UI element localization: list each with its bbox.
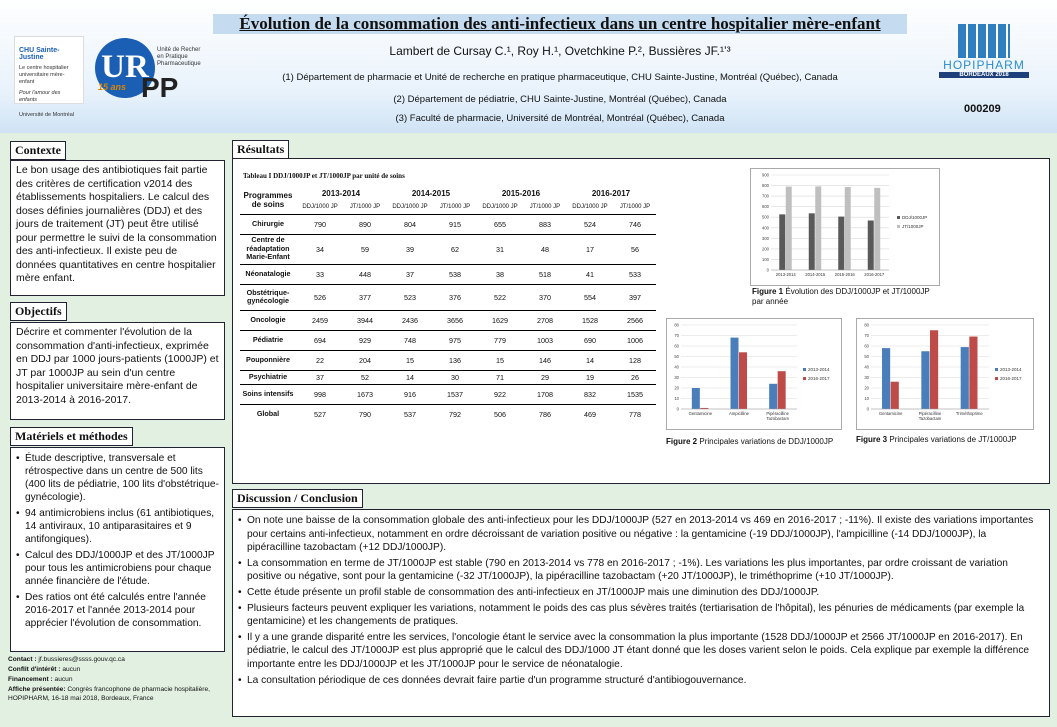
table-row xyxy=(240,234,656,264)
table-cell: 554 xyxy=(566,284,614,310)
y-tick-label: 10 xyxy=(864,396,869,401)
table-cell: 832 xyxy=(566,384,614,404)
table-cell: 1003 xyxy=(524,330,566,350)
y-tick-label: 70 xyxy=(674,333,679,338)
table-cell: 2459 xyxy=(296,310,344,330)
methodes-item: • 94 antimicrobiens inclus (61 antibiotiques, 14 antiviraux, 10 antiparasitaires et 9 antifongiques). xyxy=(15,507,220,546)
table-cell: 26 xyxy=(614,370,656,384)
contexte-text: Le bon usage des antibiotiques fait partie des critères de certification v2014 des établissements hospitaliers. Le calcul des doses définies journalières (DDJ) et des jours de traitement (JT) peut être utilisé pour permettre le suivi de la consommation des anti-infectieux. Il existe peu de données quantitatives en centre hospitalier mère enfant. xyxy=(16,164,217,284)
y-tick-label: 900 xyxy=(762,172,769,178)
bar xyxy=(882,348,890,409)
chu-logo: CHU Sainte-Justine Le centre hospitalier universitaire mère-enfant Pour l'amour des enfants Université de Montréal xyxy=(14,36,84,104)
x-tick-label: 2014-2015 xyxy=(805,272,826,277)
bar xyxy=(739,352,747,409)
row-label: Obstétrique-gynécologie xyxy=(240,284,296,310)
contexte-box xyxy=(10,160,225,296)
table-cell: 518 xyxy=(524,264,566,284)
methodes-label: Matériels et méthodes xyxy=(10,427,133,446)
discussion-item: • On note une baisse de la consommation globale des anti-infectieux pour les DDJ/1000JP (527 en 2013-2014 vs 469 en 2016-2017 ; -11%). Il existe des variations importantes pour certains anti-infectieux, notamment en ordre décroissant de variation positive ou négative : la gentamicine (-19 DDJ/1000JP), l'ampicilline (-14 DDJ/1000JP), la pipéracilline tazobactam (+12 DDJ/1000JP). xyxy=(237,514,1045,555)
discussion-item: • La consommation en terme de JT/1000JP est stable (790 en 2013-2014 vs 778 en 2016-2017 ; -1%). Les variations les plus importantes, par ordre croissant de variation positive ou négative, sont pour la gentamicine (-32 JT/1000JP), la pipéracilline tazobactam (+20 JT/1000JP), le triméthoprime (+10 JT/1000JP). xyxy=(237,557,1045,584)
table-cell: 48 xyxy=(524,234,566,264)
table-row xyxy=(240,264,656,284)
table-cell: 2436 xyxy=(386,310,434,330)
table-cell: 62 xyxy=(434,234,476,264)
bar xyxy=(845,187,851,270)
figure-2-frame xyxy=(666,318,842,430)
table-cell: 1535 xyxy=(614,384,656,404)
legend-swatch xyxy=(995,368,998,371)
x-tick-label: Triméthoprime xyxy=(955,411,983,416)
table-cell: 52 xyxy=(344,370,386,384)
discussion-item: • La consultation périodique de ces données devrait faire partie d'un programme structuré d'antibiogouvernance. xyxy=(237,674,1045,688)
bar xyxy=(891,382,899,409)
y-tick-label: 500 xyxy=(762,214,769,220)
affiliation-2: (2) Département de pédiatrie, CHU Sainte-Justine, Montréal (Québec), Canada xyxy=(393,94,727,105)
table-cell: 136 xyxy=(434,350,476,370)
legend-label: 2013-2014 xyxy=(808,367,830,372)
y-tick-label: 10 xyxy=(674,396,679,401)
table-cell: 17 xyxy=(566,234,614,264)
bar xyxy=(874,188,880,270)
y-tick-label: 100 xyxy=(762,256,769,262)
discussion-item: • Plusieurs facteurs peuvent expliquer les variations, notamment le poids des cas plus sévères traités (tertiarisation de l'hôpital), les pénuries de médicaments (par exemple la gentamicine) et les changements de pratiques. xyxy=(237,602,1045,629)
row-label: Centre de réadaptation Marie-Enfant xyxy=(240,234,296,264)
x-tick-label: Gentamicine xyxy=(688,411,713,416)
methodes-item: • Des ratios ont été calculés entre l'année 2016-2017 et l'année 2013-2014 pour apprécier l'évolution de consommation. xyxy=(15,591,220,630)
y-tick-label: 600 xyxy=(762,204,769,210)
table-cell: 376 xyxy=(434,284,476,310)
bar xyxy=(838,217,844,270)
table-cell: 537 xyxy=(386,404,434,424)
table-cell: 786 xyxy=(524,404,566,424)
table-cell: 3656 xyxy=(434,310,476,330)
table-cell: 146 xyxy=(524,350,566,370)
table-cell: 38 xyxy=(476,264,524,284)
objectifs-box xyxy=(10,322,225,420)
urpp-logo: UR PP 15 ans Unité de Recher en Pratique Pharmaceutique xyxy=(95,38,225,108)
y-tick-label: 60 xyxy=(864,343,869,349)
table-cell: 748 xyxy=(386,330,434,350)
table-cell: 804 xyxy=(404,219,416,229)
y-tick-label: 700 xyxy=(762,193,769,199)
row-label: Pédiatrie xyxy=(240,330,296,350)
table-cell: 533 xyxy=(614,264,656,284)
legend-label: 2013-2014 xyxy=(1000,367,1022,372)
table-row-header: Programmes de soins xyxy=(240,186,296,214)
table-cell: 3944 xyxy=(344,310,386,330)
figure-3-frame xyxy=(856,318,1034,430)
x-tick-label: Ampicilline xyxy=(728,411,750,416)
table-cell: 377 xyxy=(344,284,386,310)
table-cell: 1629 xyxy=(476,310,524,330)
table-cell: 975 xyxy=(434,330,476,350)
y-tick-label: 40 xyxy=(674,364,679,370)
table-cell: 30 xyxy=(434,370,476,384)
y-tick-label: 0 xyxy=(676,406,679,412)
bar xyxy=(868,220,874,270)
legend-label: 2016-2017 xyxy=(808,376,830,381)
hopipharm-logo: HOPIPHARM BORDEAUX 2018 xyxy=(939,24,1029,92)
table-row xyxy=(240,404,656,424)
y-tick-label: 200 xyxy=(762,246,769,252)
table-cell: 922 xyxy=(476,384,524,404)
row-label: Oncologie xyxy=(240,310,296,330)
table-row xyxy=(240,310,656,330)
table-cell: 39 xyxy=(386,234,434,264)
x-tick-label: Pipéracilline xyxy=(918,411,942,416)
table-cell: 397 xyxy=(614,284,656,310)
table-cell: 915 xyxy=(449,219,461,229)
table-cell: 370 xyxy=(524,284,566,310)
legend-swatch xyxy=(995,377,998,380)
footer-info: Contact : jf.bussieres@ssss.gouv.qc.ca Conflit d'intérêt : aucun Financement : aucun Affiche présentée: Congrès francophone de pharmacie hospitalière, HOPIPHARM, 16-18 mai 2018, Bordeaux, France xyxy=(8,656,210,702)
table-row xyxy=(240,370,656,384)
table-cell: 790 xyxy=(314,219,327,229)
table-cell: 746 xyxy=(629,219,641,229)
table-row xyxy=(240,384,656,404)
x-tick-label: Gentamicine xyxy=(878,411,903,416)
table-cell: 15 xyxy=(476,350,524,370)
table-cell: 204 xyxy=(344,350,386,370)
table-cell: 22 xyxy=(296,350,344,370)
x-tick-label: Tazobactam xyxy=(766,416,789,421)
affiliation-1: (1) Département de pharmacie et Unité de recherche en pratique pharmaceutique, CHU Sainte-Justine, Montréal (Québec), Canada xyxy=(282,72,838,83)
table-cell: 19 xyxy=(566,370,614,384)
bar xyxy=(786,187,792,270)
row-label: Néonatalogie xyxy=(240,264,296,284)
y-tick-label: 70 xyxy=(864,333,869,338)
figure-1-chart xyxy=(751,169,939,285)
table-cell: 37 xyxy=(296,370,344,384)
table-cell: 1528 xyxy=(566,310,614,330)
table-cell: 522 xyxy=(476,284,524,310)
results-table-wrap xyxy=(240,186,656,424)
figure-1-caption: Figure 1 Évolution des DDJ/1000JP et JT/1000JP par année xyxy=(752,287,930,306)
table-cell: 1708 xyxy=(524,384,566,404)
table-row xyxy=(240,330,656,350)
bar xyxy=(969,337,977,409)
y-tick-label: 400 xyxy=(762,225,769,231)
discussion-box xyxy=(232,509,1050,717)
table-cell: 778 xyxy=(614,404,656,424)
table-cell: 655 xyxy=(493,219,506,229)
legend-label: DDJ/1000JP xyxy=(902,215,928,220)
bar xyxy=(930,330,938,409)
table-cell: 790 xyxy=(344,404,386,424)
contexte-label: Contexte xyxy=(10,141,66,160)
table-cell: 779 xyxy=(476,330,524,350)
legend-swatch xyxy=(803,368,806,371)
table-cell: 526 xyxy=(296,284,344,310)
table-cell: 1006 xyxy=(614,330,656,350)
y-tick-label: 40 xyxy=(864,364,869,370)
x-tick-label: Pipéracilline xyxy=(766,411,789,416)
figure-1-frame xyxy=(750,168,940,286)
x-tick-label: Tazobactam xyxy=(918,416,942,421)
legend-label: JT/1000JP xyxy=(902,224,924,229)
year-header: 2013-2014 xyxy=(321,188,361,198)
table-cell: 506 xyxy=(476,404,524,424)
row-label: Global xyxy=(240,404,296,424)
row-label: Soins intensifs xyxy=(240,384,296,404)
table-cell: 29 xyxy=(524,370,566,384)
row-label: Psychiatrie xyxy=(240,370,296,384)
table-row xyxy=(240,350,656,370)
table-cell: 448 xyxy=(344,264,386,284)
row-label: Chirurgie xyxy=(252,218,284,228)
table-cell: 31 xyxy=(476,234,524,264)
table-cell: 469 xyxy=(566,404,614,424)
x-tick-label: 2013-2014 xyxy=(775,272,796,277)
legend-swatch xyxy=(803,377,806,380)
bar xyxy=(730,338,738,409)
y-tick-label: 0 xyxy=(866,406,869,412)
y-tick-label: 20 xyxy=(864,385,869,391)
bar xyxy=(778,371,786,409)
bar xyxy=(921,351,929,409)
year-header: 2016-2017 xyxy=(591,188,631,198)
figure-3-caption: Figure 3 Principales variations de JT/1000JP xyxy=(856,435,1017,444)
table-cell: 694 xyxy=(296,330,344,350)
objectifs-label: Objectifs xyxy=(10,302,67,321)
table-cell: 690 xyxy=(566,330,614,350)
table-cell: 34 xyxy=(296,234,344,264)
bar xyxy=(961,347,969,409)
table-cell: 883 xyxy=(538,219,551,229)
poster-id: 000209 xyxy=(964,103,1001,115)
y-tick-label: 60 xyxy=(674,343,679,349)
table-cell: 524 xyxy=(583,219,596,229)
table-cell: 41 xyxy=(566,264,614,284)
table-cell: 538 xyxy=(434,264,476,284)
y-tick-label: 300 xyxy=(762,235,769,241)
objectifs-text: Décrire et commenter l'évolution de la consommation d'anti-infectieux, exprimée en DDJ par 1000 jours-patients (1000JP) et JT par 1000JP au sein d'un centre hospitalier universitaire mère-enfant de 2013-2014 à 2016-2017. xyxy=(16,326,219,406)
y-tick-label: 80 xyxy=(674,322,679,328)
table-cell: 929 xyxy=(344,330,386,350)
results-table: Programmes de soins 2013-2014 2014-2015 2015-2016 2016-2017 DDJ/1000 JP JT/1000 JP DDJ/1000 JP JT/1000 JP DDJ/1000 JP JT/1000 JP DDJ/1000 JP JT/1000 JP Chirurgie 790 890 804 915 655 883 524 746 Centre de réadaptation Marie-Enfant 34 59 39 62 31 48 17 56 Néonatalogie 33 448 37 538 38 518 41 533 Obstétrique-gynécologie 526 377 523 376 522 370 554 397 Oncologie 2459 3944 2436 3656 1629 2708 1528 2566 Pédiatrie 694 929 748 975 779 1003 690 1006 Pouponnière 22 204 15 136 15 146 14 128 Psychiatrie 37 52 14 30 71 29 19 26 Soins intensifs 998 1673 916 1537 922 1708 832 1535 Global 527 790 537 792 506 786 469 778 xyxy=(240,186,656,424)
affiliation-3: (3) Faculté de pharmacie, Université de Montréal, Montréal (Québec), Canada xyxy=(395,113,725,124)
y-tick-label: 50 xyxy=(864,354,869,359)
y-tick-label: 30 xyxy=(674,375,679,380)
poster-title: Évolution de la consommation des anti-infectieux dans un centre hospitalier mère-enfant xyxy=(213,14,907,34)
resultats-label: Résultats xyxy=(232,140,289,159)
y-tick-label: 50 xyxy=(674,354,679,359)
table-cell: 1537 xyxy=(434,384,476,404)
discussion-item: • Cette étude présente un profil stable de consommation des anti-infectieux en JT/1000JP mais une diminution des DDJ/1000JP. xyxy=(237,586,1045,600)
legend-swatch xyxy=(897,225,900,228)
methodes-item: • Calcul des DDJ/1000JP et des JT/1000JP pour tous les antimicrobiens pour chaque année financière de l'étude. xyxy=(15,549,220,588)
bar xyxy=(769,384,777,409)
x-tick-label: 2016-2017 xyxy=(864,272,885,277)
table-cell: 14 xyxy=(566,350,614,370)
table-cell: 59 xyxy=(344,234,386,264)
authors: Lambert de Cursay C.¹, Roy H.¹, Ovetchkine P.², Bussières JF.¹ʼ³ xyxy=(389,44,731,58)
year-header: 2015-2016 xyxy=(501,188,541,198)
table-cell: 998 xyxy=(296,384,344,404)
year-header: 2014-2015 xyxy=(411,188,451,198)
table-cell: 37 xyxy=(386,264,434,284)
y-tick-label: 30 xyxy=(864,375,869,380)
table-cell: 15 xyxy=(386,350,434,370)
figure-2-chart xyxy=(667,319,841,429)
legend-swatch xyxy=(897,216,900,219)
y-tick-label: 800 xyxy=(762,183,769,189)
table-cell: 890 xyxy=(359,219,372,229)
table-cell: 792 xyxy=(434,404,476,424)
table-cell: 1673 xyxy=(344,384,386,404)
methodes-item: • Étude descriptive, transversale et rétrospective dans un centre de 500 lits (400 lits de pédiatrie, 100 lits d'obstétrique-gynécologie). xyxy=(15,452,220,504)
table-cell: 527 xyxy=(296,404,344,424)
bar xyxy=(809,213,815,270)
table-row xyxy=(240,284,656,310)
methodes-box xyxy=(10,447,225,652)
y-tick-label: 20 xyxy=(674,385,679,391)
table-cell: 523 xyxy=(386,284,434,310)
table-cell: 14 xyxy=(386,370,434,384)
table-cell: 916 xyxy=(386,384,434,404)
figure-2-caption: Figure 2 Principales variations de DDJ/1000JP xyxy=(666,437,834,446)
discussion-label: Discussion / Conclusion xyxy=(232,489,363,508)
bar xyxy=(815,186,821,270)
table-row xyxy=(240,214,656,234)
table-cell: 2566 xyxy=(614,310,656,330)
legend-label: 2016-2017 xyxy=(1000,376,1022,381)
x-tick-label: 2015-2016 xyxy=(834,272,855,277)
figure-3-chart xyxy=(857,319,1033,429)
y-tick-label: 80 xyxy=(864,322,869,328)
row-label: Pouponnière xyxy=(240,350,296,370)
table-cell: 56 xyxy=(614,234,656,264)
bar xyxy=(779,214,785,270)
y-tick-label: 0 xyxy=(766,267,769,273)
discussion-item: • Il y a une grande disparité entre les services, l'oncologie étant le service avec la consommation la plus importante (1528 DDJ/1000JP et 2566 JT/1000JP en 2016-2017). En pédiatrie, le calcul des JT/1000JP est plus approprié que le calcul des DDJ/1000 JT étant donné que les doses varient selon le poids. Cela explique par exemple la différence importante entre les DDJ/1000JP et les JT/1000JP pour le service de néonatalogie. xyxy=(237,631,1045,672)
table-cell: 2708 xyxy=(524,310,566,330)
table-cell: 128 xyxy=(614,350,656,370)
table-caption: Tableau I DDJ/1000JP et JT/1000JP par unité de soins xyxy=(243,172,405,180)
bar xyxy=(692,388,700,409)
table-cell: 33 xyxy=(296,264,344,284)
table-cell: 71 xyxy=(476,370,524,384)
